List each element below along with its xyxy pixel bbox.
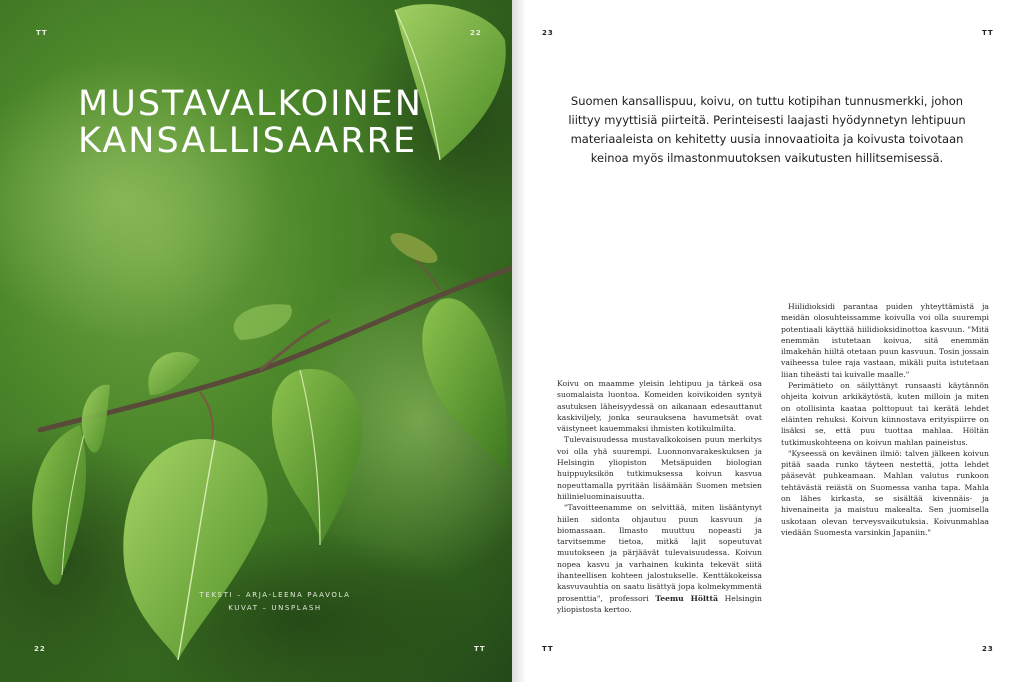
- headline-line: MUSTAVALKOINEN: [78, 84, 423, 124]
- body-column-left: [557, 378, 762, 615]
- body-paragraph: Koivu on maamme yleisin lehtipuu ja tärkeä osa suomalaista luontoa. Komeiden koivikoiden syntyä asutuksen läheisyydessä on aikanaan edesauttanut kaskiviljely, jonka seurauksena havumetsät ovat väistyneet kauemmaksi ihmisten kotikulmilta.: [557, 379, 762, 434]
- folio-page-number: 22: [34, 645, 46, 653]
- body-column-right: [781, 301, 989, 538]
- folio-magazine-tag: TT: [542, 645, 554, 653]
- person-name: Teemu Hölttä: [655, 593, 718, 603]
- article-headline: [78, 86, 423, 160]
- folio-magazine-tag: TT: [982, 29, 994, 37]
- folio-page-number: 23: [542, 29, 554, 37]
- body-paragraph: [557, 502, 762, 615]
- article-credits: [150, 589, 400, 615]
- headline-line: KANSALLISAARRE: [78, 121, 418, 161]
- folio-page-number: 23: [982, 645, 994, 653]
- body-paragraph: Perimätieto on säilyttänyt runsaasti käytännön ohjeita koivun arkikäytöstä, kuten milloin ja miten on otollisinta kaataa polttopuut tai kerätä lehdet eläinten rehuksi. Koivun kiinnostava erityispiirre on lisäksi se, että puu tuottaa mahlaa. Höltän tutkimuskohteena on koivun mahlan paineistus.: [781, 381, 989, 447]
- article-lead: Suomen kansallispuu, koivu, on tuttu kotipihan tunnusmerkki, johon liittyy myyttisiä piirteitä. Perinteisesti laajasti hyödynnetyn lehtipuun materiaaleista on kehitetty uusia innovaatioita ja koivusta toivotaan keinoa myös ilmastonmuutoksen vaikutusten hillitsemisessä.: [568, 94, 966, 165]
- credit-photos: KUVAT – UNSPLASH: [228, 604, 322, 612]
- credit-author: TEKSTI – ARJA-LEENA PAAVOLA: [199, 591, 351, 599]
- right-page: [512, 0, 1024, 682]
- folio-page-number: 22: [470, 29, 482, 37]
- body-paragraph: "Kyseessä on keväinen ilmiö: talven jälkeen koivun pitää saada runko täyteen nestettä, jotta lehdet pääsevät puhkeamaan. Mahlan valutus runkoon tehtävästä reiästä on Suomessa vanha tapa. Mahla on lähes kirkasta, se sisältää kivennäis- ja hivenaineita ja maistuu makealta. Sen juomisella uskotaan olevan terveysvaikutuksia. Koivunmahlaa viedään Suomesta varsinkin Japaniin.": [781, 448, 989, 537]
- page-gutter-shadow: [512, 0, 526, 682]
- body-paragraph: Tulevaisuudessa mustavalkokoisen puun merkitys voi olla yhä suurempi. Luonnonvarakeskuksen ja Helsingin yliopiston Metsäpuiden biologian huippuyksikön tutkimuksessa koivun kasvua nopeuttamalla pyritään lisäämään Suomen metsien hiilinieluominaisuutta.: [557, 435, 762, 501]
- quote-text: "Tavoitteenamme on selvittää, miten lisääntynyt hiilen sidonta ohjautuu puun kasvuun ja biomassaan. Ilmasto muuttuu nopeasti ja tarvitsemme tietoa, mitkä lajit sopeutuvat muutokseen ja pärjäävät tulevaisuudessa. Koivun nopea kasvu ja varhainen kukinta tekevät siitä ihanteellisen kohteen jalostukselle. Kenttäkokeissa kasvuvauhtia on saatu lisättyä jopa kolmekymmentä prosenttia", professori: [557, 503, 762, 603]
- body-paragraph: Hiilidioksidi parantaa puiden yhteyttämistä ja meidän olosuhteissamme koivulla voi olla suurempi potentiaali käyttää hiilidioksidinottoa kasvuun. "Mitä enemmän istutetaan koivua, sitä enemmän ilmakehän hiiltä otetaan puun kasvuun. Tosin jossain vaiheessa tulee raja vastaan, mikäli puita istutetaan liian tiheästi tai kuivalle maalle.": [781, 302, 989, 379]
- quote-attribution: Helsingin yliopistosta kertoo.: [557, 593, 762, 614]
- folio-magazine-tag: TT: [36, 29, 48, 37]
- folio-magazine-tag: TT: [474, 645, 486, 653]
